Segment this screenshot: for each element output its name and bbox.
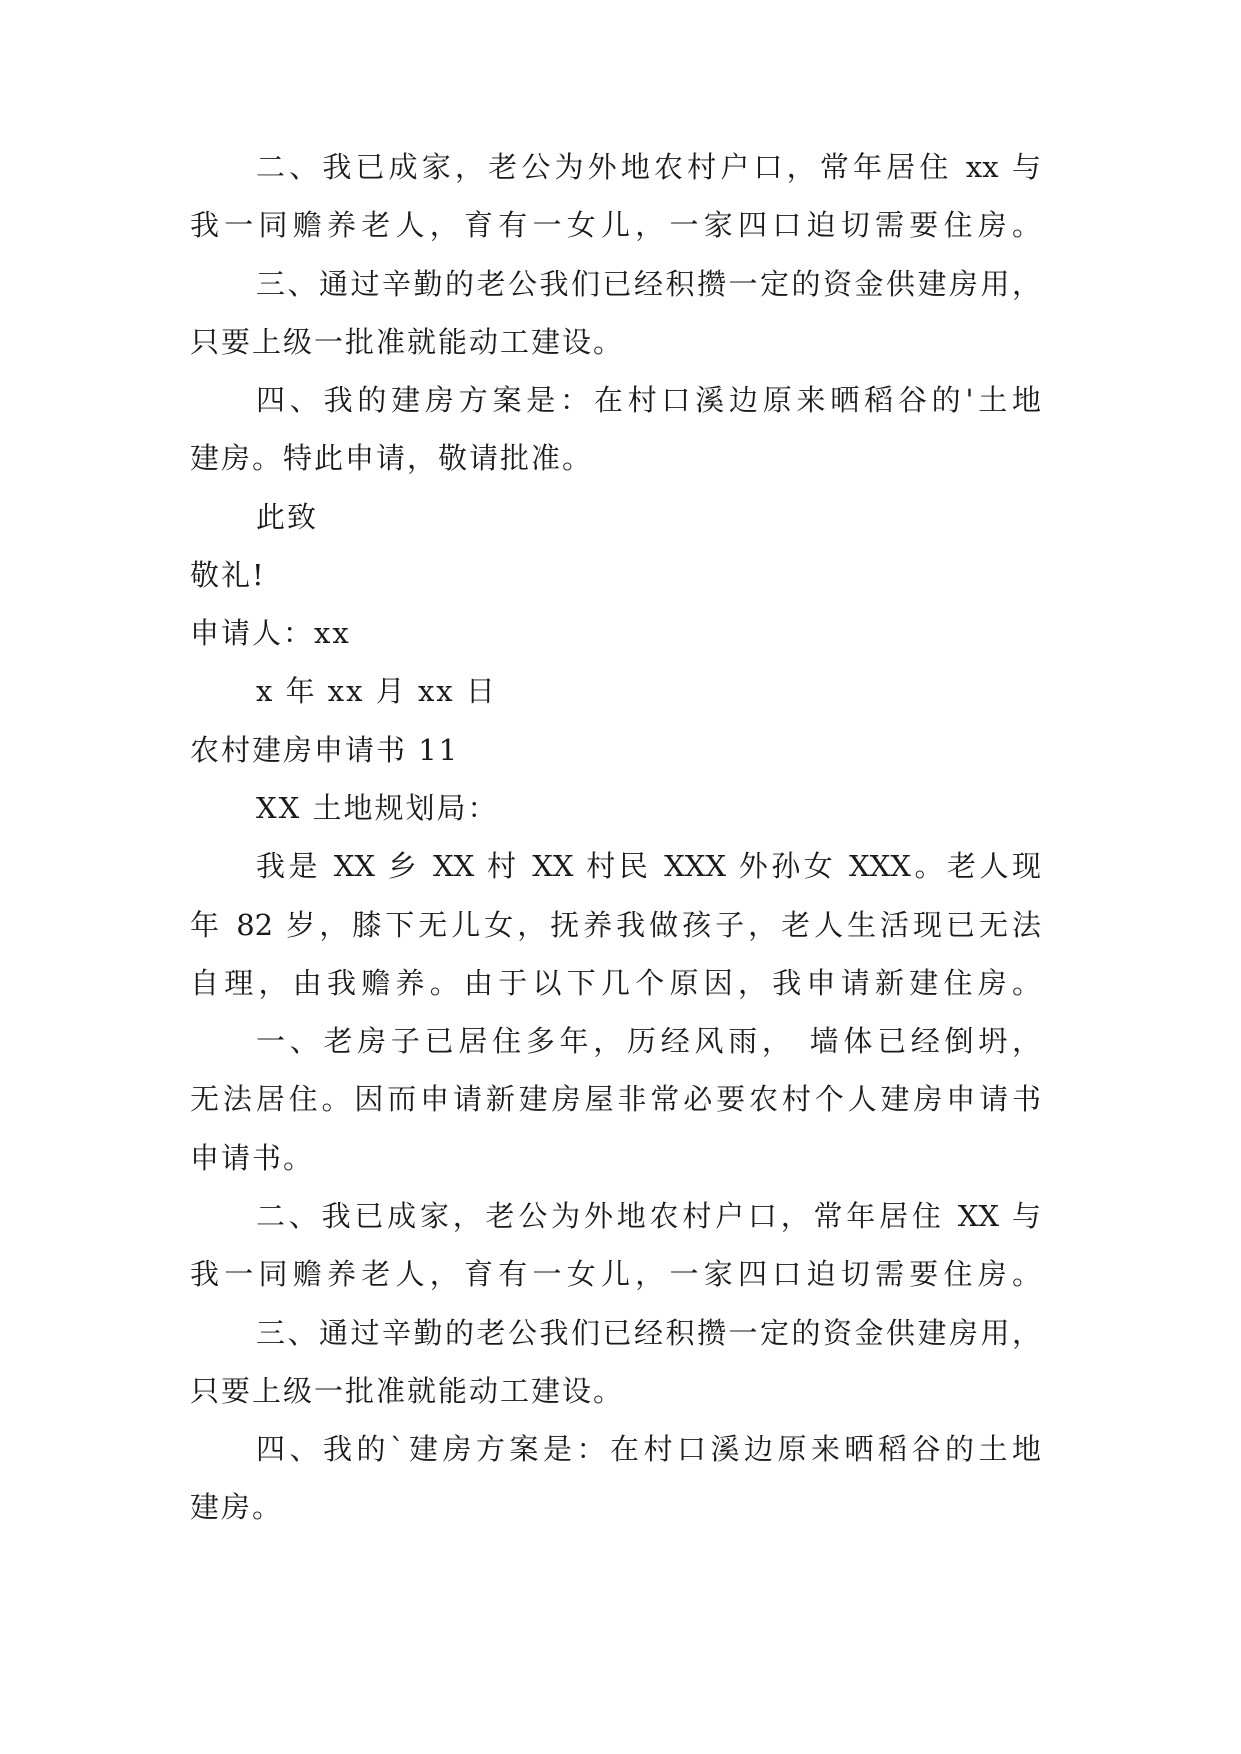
paragraph-line: 年 82 岁，膝下无儿女，抚养我做孩子，老人生活现已无法 [190, 908, 1041, 942]
applicant-line: 申请人：xx [190, 616, 351, 650]
closing-regards: 敬礼! [190, 558, 266, 592]
paragraph-line: 建房。特此申请，敬请批准。 [190, 441, 594, 475]
paragraph-line: 二、我已成家，老公为外地农村户口，常年居住 xx 与 [256, 150, 1041, 184]
section-title: 农村建房申请书 11 [190, 733, 460, 767]
closing-salutation: 此致 [256, 500, 319, 534]
paragraph-line: 我一同赡养老人，育有一女儿，一家四口迫切需要住房。 [190, 208, 1041, 242]
paragraph-line: 申请书。 [190, 1141, 315, 1175]
paragraph-line: 只要上级一批准就能动工建设。 [190, 1374, 625, 1408]
paragraph-line: 三、通过辛勤的老公我们已经积攒一定的资金供建房用， [256, 267, 1041, 301]
paragraph-line: 无法居住。因而申请新建房屋非常必要农村个人建房申请书 [190, 1082, 1041, 1116]
date-line: x 年 xx 月 xx 日 [256, 674, 497, 708]
paragraph-line: 自理，由我赡养。由于以下几个原因，我申请新建住房。 [190, 966, 1041, 1000]
paragraph-line: 只要上级一批准就能动工建设。 [190, 325, 625, 359]
paragraph-line: 四、我的`建房方案是：在村口溪边原来晒稻谷的土地 [256, 1432, 1041, 1466]
paragraph-line: 建房。 [190, 1490, 284, 1524]
paragraph-line: 我是 XX 乡 XX 村 XX 村民 XXX 外孙女 XXX。老人现 [256, 849, 1041, 883]
addressee-line: XX 土地规划局： [256, 791, 499, 825]
paragraph-line: 一、老房子已居住多年，历经风雨， 墙体已经倒坍， [256, 1024, 1041, 1058]
paragraph-line: 二、我已成家，老公为外地农村户口，常年居住 XX 与 [256, 1199, 1041, 1233]
paragraph-line: 四、我的建房方案是：在村口溪边原来晒稻谷的'土地 [256, 383, 1041, 417]
paragraph-line: 我一同赡养老人，育有一女儿，一家四口迫切需要住房。 [190, 1257, 1041, 1291]
paragraph-line: 三、通过辛勤的老公我们已经积攒一定的资金供建房用， [256, 1316, 1041, 1350]
